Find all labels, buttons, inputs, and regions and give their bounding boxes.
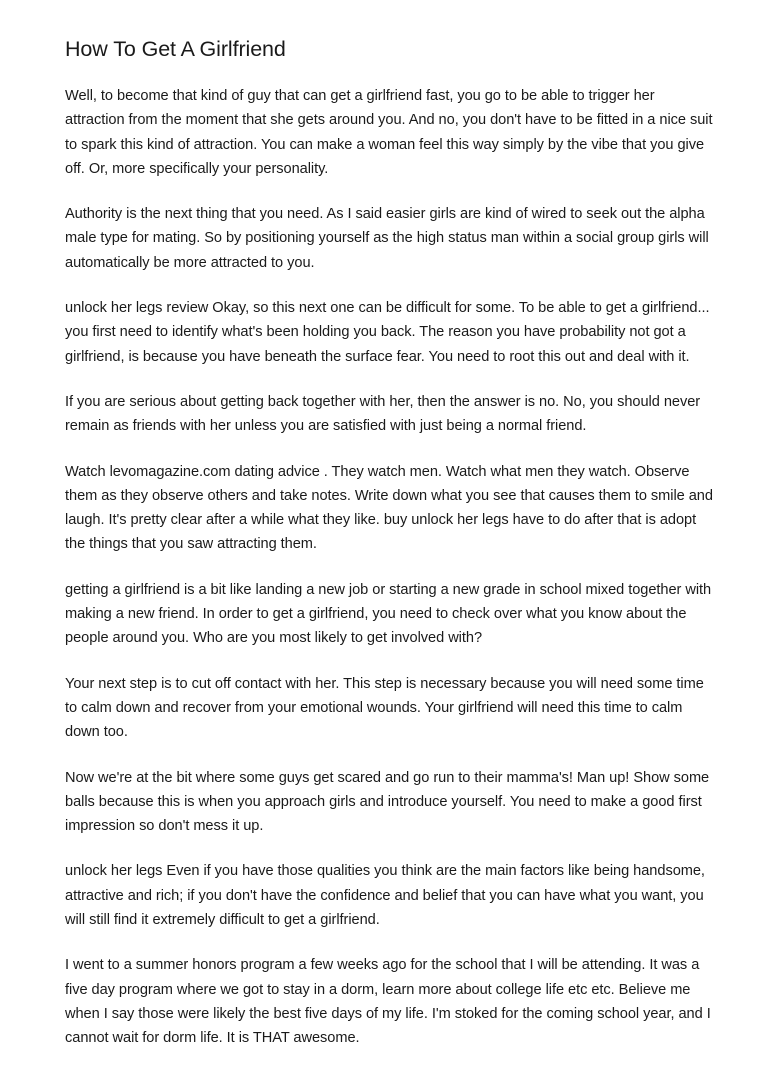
paragraph: Authority is the next thing that you need. As I said easier girls are kind of wired to seek out the alpha male type for mating. So by positioning yourself as the high status man within a social group girls will automatically be more attracted to you.	[65, 206, 709, 271]
paragraph: If you are serious about getting back together with her, then the answer is no. No, you should never remain as friends with her unless you are satisfied with just being a normal friend.	[65, 393, 701, 435]
paragraph: Now we're at the bit where some guys get scared and go run to their mamma's! Man up! Show some balls because this is when you approach girls and introduce yourself. You need to make a good first impression so don't mess it up.	[65, 769, 710, 835]
paragraph: unlock her legs review Okay, so this next one can be difficult for some. To be able to get a girlfriend... you first need to identify what's been holding you back. The reason you have probability not got a girlfriend, is because you have beneath the surface fear. You need to root this out and deal with it.	[65, 300, 710, 365]
paragraph: Well, to become that kind of guy that can get a girlfriend fast, you go to be able to trigger her attraction from the moment that she gets around you. And no, you don't have to be fitted in a nice suit to spark this kind of attraction. You can make a woman feel this way simply by the vibe that you give off. Or, more specifically your personality.	[65, 88, 713, 177]
paragraph: getting a girlfriend is a bit like landing a new job or starting a new grade in school mixed together with making a new friend. In order to get a girlfriend, you need to check over what you know about the people around you. Who are you most likely to get involved with?	[65, 581, 712, 647]
document-page	[65, 34, 715, 1072]
paragraph: Watch levomagazine.com dating advice . They watch men. Watch what men they watch. Observe them as they observe others and take notes. Write down what you see that causes them to smile and laugh. It's pretty clear after a while what they like. buy unlock her legs have to do after that is adopt the things that you saw attracting them.	[65, 463, 713, 553]
paragraph: Your next step is to cut off contact with her. This step is necessary because you will need some time to calm down and recover from your emotional wounds. Your girlfriend will need this time to calm down too.	[65, 675, 704, 741]
paragraph: I went to a summer honors program a few weeks ago for the school that I will be attending. It was a five day program where we got to stay in a dorm, learn more about college life etc etc. Believe me when I say those were likely the best five days of my life. I'm stoked for the coming school year, and I cannot wait for dorm life. It is THAT awesome.	[65, 957, 711, 1047]
paragraph: unlock her legs Even if you have those qualities you think are the main factors like being handsome, attractive and rich; if you don't have the confidence and belief that you can have what you want, you will still find it extremely difficult to get a girlfriend.	[65, 863, 705, 929]
document-title: How To Get A Girlfriend	[65, 37, 286, 61]
